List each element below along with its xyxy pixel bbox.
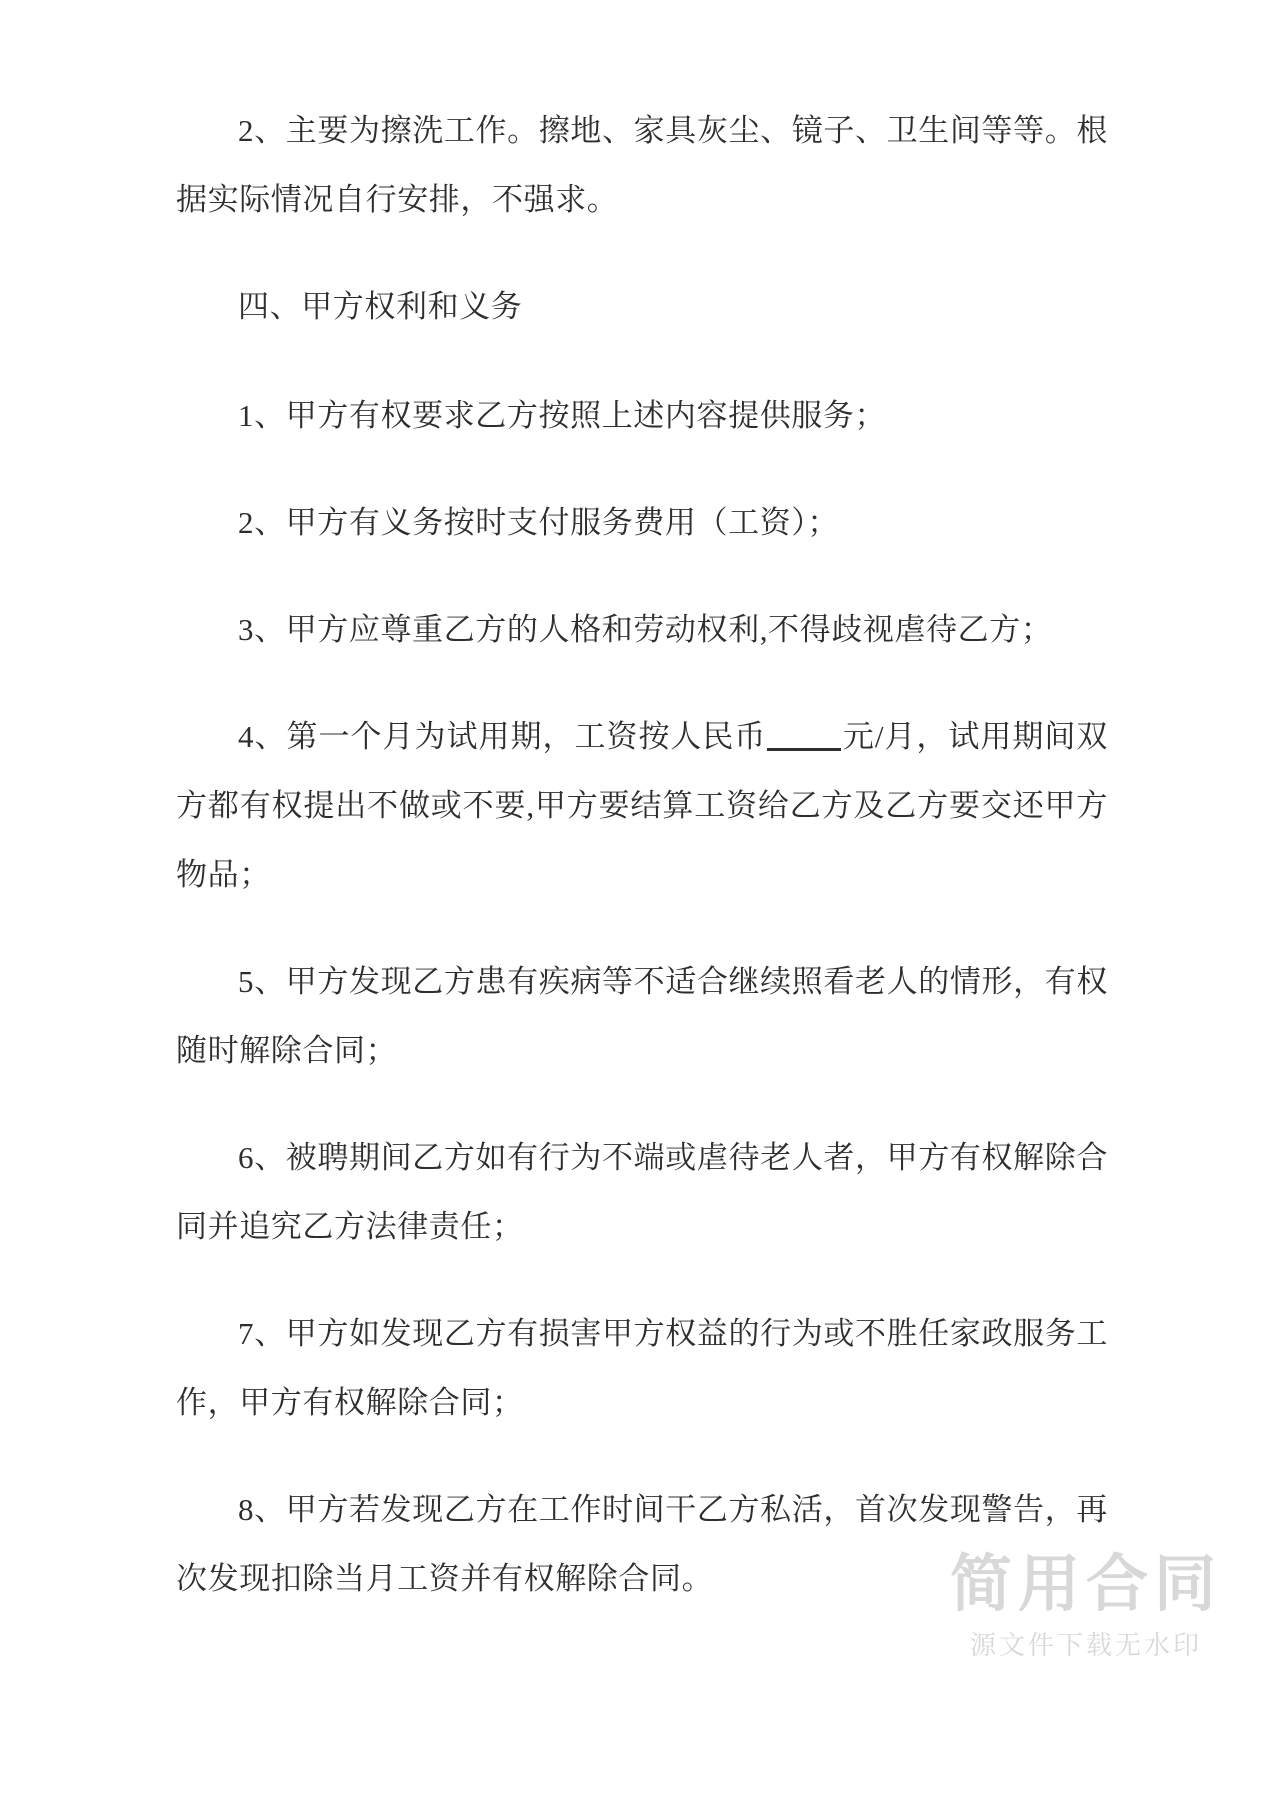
paragraph-item-4 [176,702,1108,909]
wage-amount-blank[interactable] [767,748,841,751]
paragraph-item-6: 6、被聘期间乙方如有行为不端或虐待老人者，甲方有权解除合同并追究乙方法律责任； [176,1140,1108,1244]
paragraph-item-8: 8、甲方若发现乙方在工作时间干乙方私活，首次发现警告，再次发现扣除当月工资并有权解除合同。 [176,1492,1108,1596]
paragraph-item-7: 7、甲方如发现乙方有损害甲方权益的行为或不胜任家政服务工作，甲方有权解除合同； [176,1316,1108,1420]
paragraph-item-3: 3、甲方应尊重乙方的人格和劳动权利,不得歧视虐待乙方； [238,612,1053,647]
paragraph-item-5: 5、甲方发现乙方患有疾病等不适合继续照看老人的情形，有权随时解除合同； [176,964,1108,1068]
watermark-subtitle: 源文件下载无水印 [969,1630,1202,1660]
paragraph-item-1: 1、甲方有权要求乙方按照上述内容提供服务； [238,398,887,433]
paragraph-item-4-suffix: 元/月，试用期间双方都有权提出不做或不要,甲方要结算工资给乙方及乙方要交还甲方物品； [176,719,1108,892]
document-text-body [176,96,1108,1651]
paragraph-item-2: 2、甲方有义务按时支付服务费用（工资）； [238,505,839,540]
section-heading-four: 四、甲方权利和义务 [238,289,523,324]
watermark-brand-title: 简用合同 [949,1550,1222,1619]
paragraph-item-4-prefix: 4、第一个月为试用期，工资按人民币 [238,719,767,754]
paragraph-item-2-cleaning: 2、主要为擦洗工作。擦地、家具灰尘、镜子、卫生间等等。根据实际情况自行安排，不强求。 [176,113,1108,217]
